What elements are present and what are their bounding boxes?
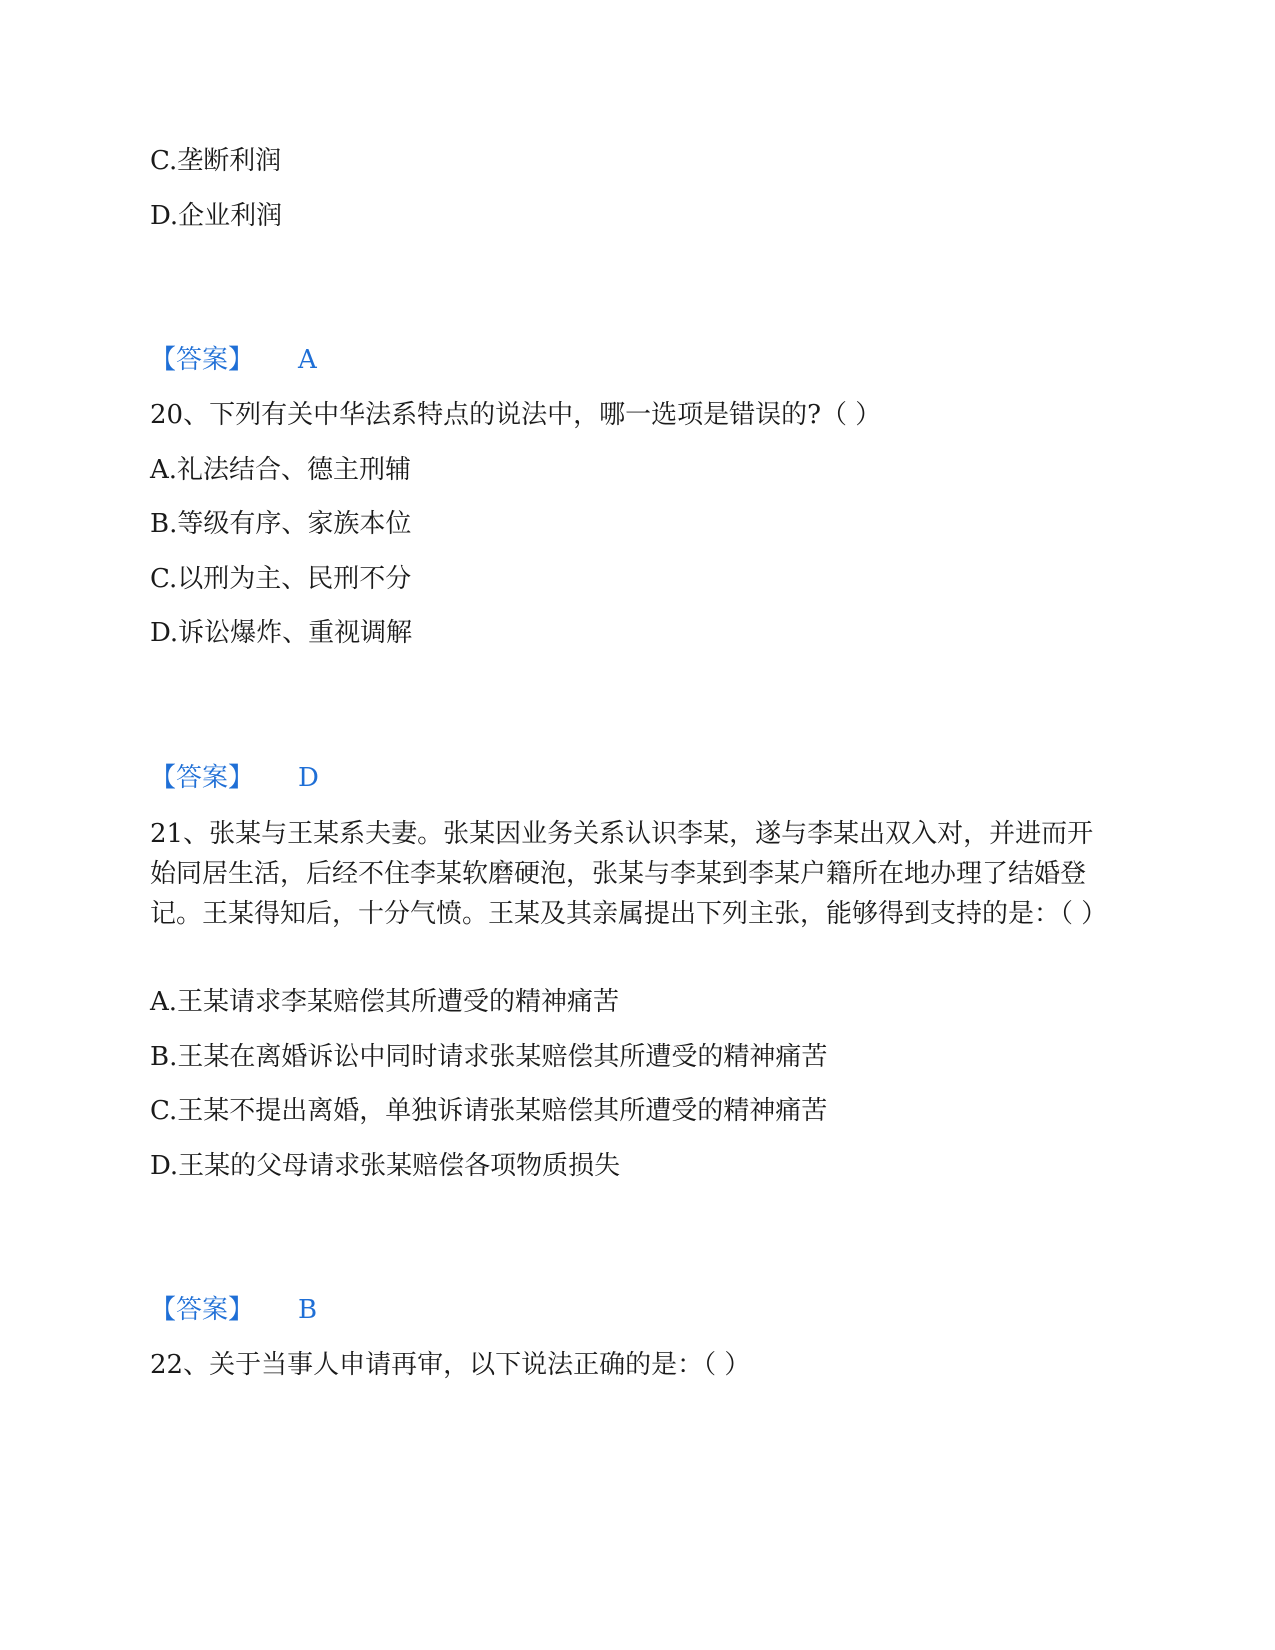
q22-stem: 22、关于当事人申请再审，以下说法正确的是：（ ） xyxy=(150,1350,751,1380)
answer-letter: A xyxy=(298,345,317,375)
q20-answer xyxy=(150,763,319,793)
q20-option-b: B.等级有序、家族本位 xyxy=(150,509,412,539)
q21-option-c: C.王某不提出离婚，单独诉请张某赔偿其所遭受的精神痛苦 xyxy=(150,1096,828,1126)
q19-option-c: C.垄断利润 xyxy=(150,146,282,176)
q21-option-a: A.王某请求李某赔偿其所遭受的精神痛苦 xyxy=(150,987,620,1017)
q21-stem: 21、张某与王某系夫妻。张某因业务关系认识李某，遂与李某出双入对，并进而开始同居生活，后经不住李某软磨硬泡，张某与李某到李某户籍所在地办理了结婚登记。王某得知后，十分气愤。王某及其亲属提出下列主张，能够得到支持的是：（ ） xyxy=(150,819,1108,929)
answer-label: 【答案】 xyxy=(150,763,255,793)
q21-option-b: B.王某在离婚诉讼中同时请求张某赔偿其所遭受的精神痛苦 xyxy=(150,1042,828,1072)
answer-label: 【答案】 xyxy=(150,345,255,375)
q19-option-d: D.企业利润 xyxy=(150,201,283,231)
answer-letter: B xyxy=(298,1295,318,1325)
q20-stem: 20、下列有关中华法系特点的说法中，哪一选项是错误的?（ ） xyxy=(150,400,882,430)
q20-option-a: A.礼法结合、德主刑辅 xyxy=(150,455,412,485)
q20-option-c: C.以刑为主、民刑不分 xyxy=(150,564,412,594)
q19-answer xyxy=(150,345,317,375)
answer-label: 【答案】 xyxy=(150,1295,255,1325)
q21-option-d: D.王某的父母请求张某赔偿各项物质损失 xyxy=(150,1151,621,1181)
answer-letter: D xyxy=(298,763,319,793)
q20-option-d: D.诉讼爆炸、重视调解 xyxy=(150,618,413,648)
q21-answer xyxy=(150,1295,317,1325)
